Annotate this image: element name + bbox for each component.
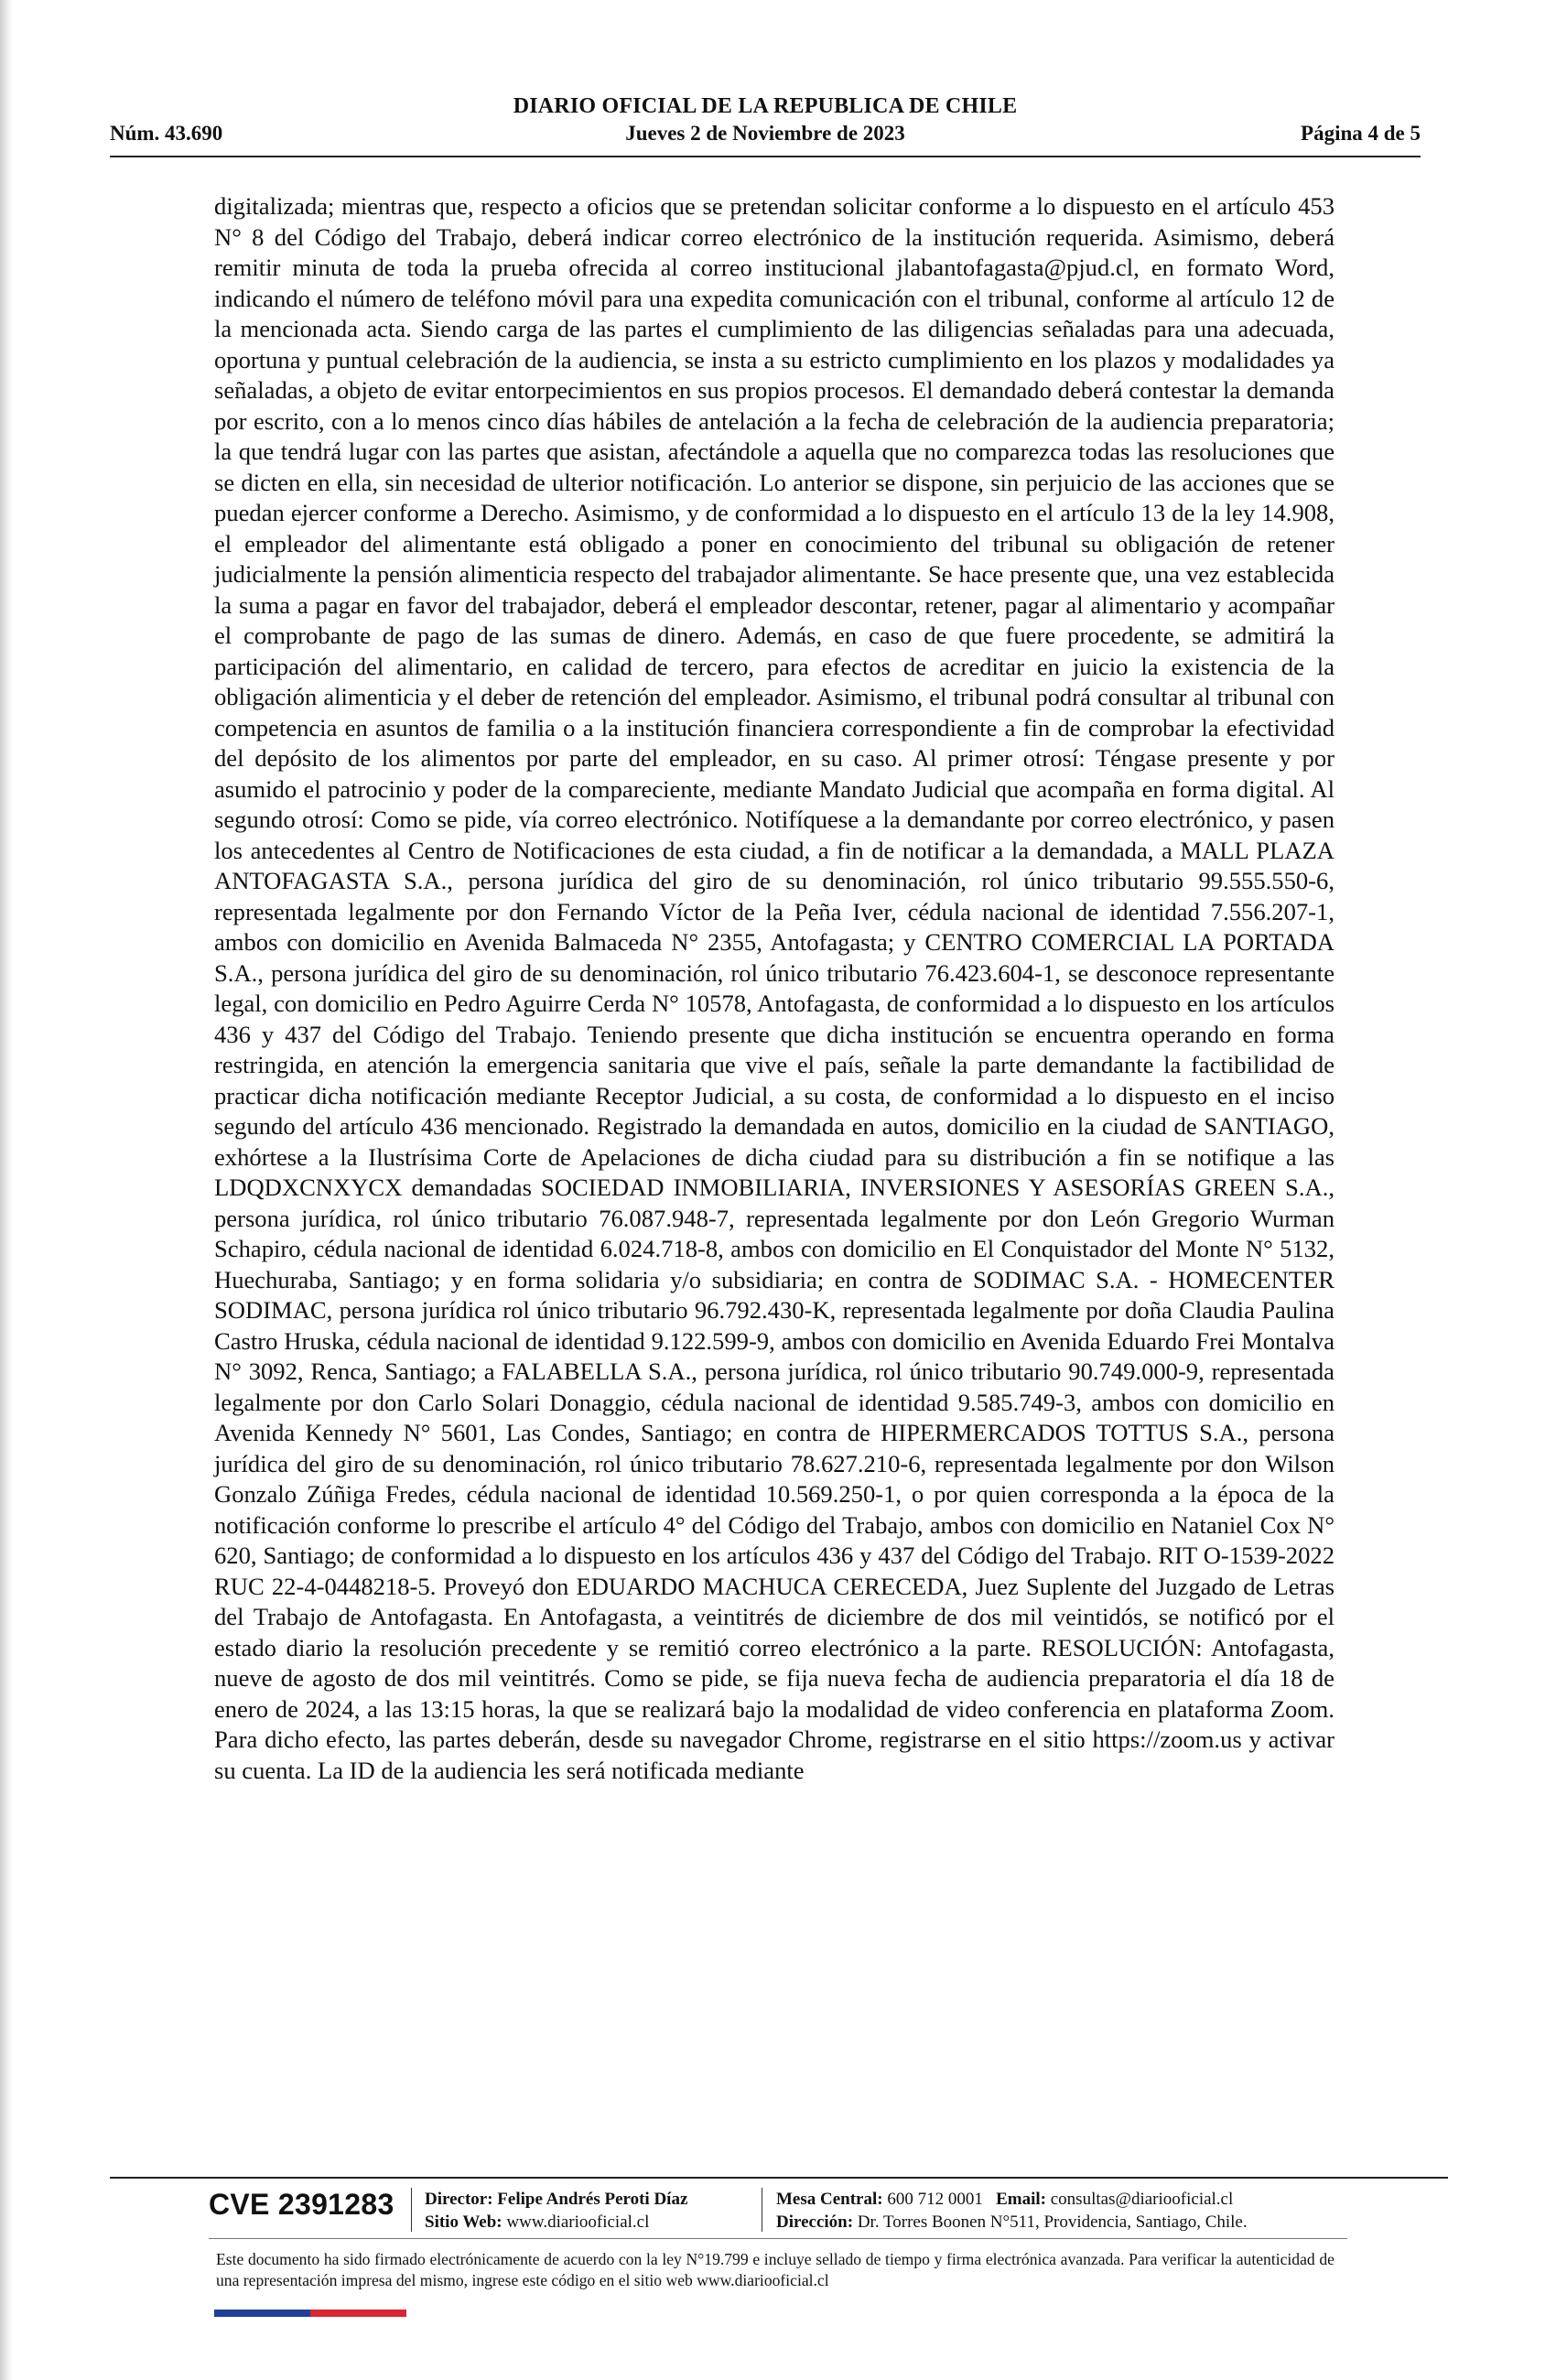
phone-label: Mesa Central: (776, 2190, 883, 2209)
issue-date: Jueves 2 de Noviembre de 2023 (625, 122, 905, 145)
flag-red-segment (310, 2310, 406, 2317)
director-label: Director: (425, 2190, 493, 2209)
phone-number: 600 712 0001 (887, 2190, 983, 2209)
director-name: Felipe Andrés Peroti Díaz (497, 2190, 688, 2209)
website-label: Sitio Web: (425, 2212, 502, 2232)
footer-separator (411, 2188, 412, 2232)
cve-code: CVE 2391283 (209, 2188, 394, 2221)
address-label: Dirección: (776, 2212, 854, 2232)
body-text (214, 191, 1334, 1786)
email-label: Email: (996, 2190, 1046, 2209)
signature-note: Este documento ha sido firmado electrónicamente de acuerdo con la ley N°19.799 e incluye sellado de tiempo y firma electrónica avanzada. Para verificar la autenticidad de una representación impresa del mismo, ingrese este código en el sitio web www.diariooficial.cl (216, 2250, 1334, 2289)
footer-contact-info (776, 2188, 1248, 2234)
footer-divider (110, 2177, 1448, 2179)
email-link[interactable]: consultas@diariooficial.cl (1050, 2190, 1234, 2209)
footer-publisher-info (425, 2188, 687, 2234)
website-link[interactable]: www.diariooficial.cl (506, 2212, 650, 2232)
page-header (110, 94, 1421, 149)
scan-edge-shadow (0, 0, 13, 2380)
newspaper-title: DIARIO OFICIAL DE LA REPUBLICA DE CHILE (513, 94, 1018, 118)
body-paragraph: digitalizada; mientras que, respecto a oficios que se pretendan solicitar conforme a lo dispuesto en el artículo 453 N° 8 del Código del Trabajo, deberá indicar correo electrónico de la institución requerida. Asimismo, deberá remitir minuta de toda la prueba ofrecida al correo institucional jlabantofagasta@pjud.cl, en formato Word, indicando el número de teléfono móvil para una expedita comunicación con el tribunal, conforme al artículo 12 de la mencionada acta. Siendo carga de las partes el cumplimiento de las diligencias señaladas para una adecuada, oportuna y puntual celebración de la audiencia, se insta a su estricto cumplimiento en los plazos y modalidades ya señaladas, a objeto de evitar entorpecimientos en sus propios procesos. El demandado deberá contestar la demanda por escrito, con a lo menos cinco días hábiles de antelación a la fecha de celebración de la audiencia preparatoria; la que tendrá lugar con las partes que asistan, afectándole a aquella que no comparezca todas las resoluciones que se dicten en ella, sin necesidad de ulterior notificación. Lo anterior se dispone, sin perjuicio de las acciones que se puedan ejercer conforme a Derecho. Asimismo, y de conformidad a lo dispuesto en el artículo 13 de la ley 14.908, el empleador del alimentante está obligado a poner en conocimiento del tribunal su obligación de retener judicialmente la pensión alimenticia respecto del trabajador alimentante. Se hace presente que, una vez establecida la suma a pagar en favor del trabajador, deberá el empleador descontar, retener, pagar al alimentario y acompañar el comprobante de pago de las sumas de dinero. Además, en caso de que fuere procedente, se admitirá la participación del alimentario, en calidad de tercero, para efectos de acreditar en juicio la existencia de la obligación alimenticia y el deber de retención del empleador. Asimismo, el tribunal podrá consultar al tribunal con competencia en asuntos de familia o a la institución financiera correspondiente a fin de comprobar la efectividad del depósito de los alimentos por parte del empleador, en su caso. Al primer otrosí: Téngase presente y por asumido el patrocinio y poder de la compareciente, mediante Mandato Judicial que acompaña en forma digital. Al segundo otrosí: Como se pide, vía correo electrónico. Notifíquese a la demandante por correo electrónico, y pasen los antecedentes al Centro de Notificaciones de esta ciudad, a fin de notificar a la demandada, a MALL PLAZA ANTOFAGASTA S.A., persona jurídica del giro de su denominación, rol único tributario 99.555.550-6, representada legalmente por don Fernando Víctor de la Peña Iver, cédula nacional de identidad 7.556.207-1, ambos con domicilio en Avenida Balmaceda N° 2355, Antofagasta; y CENTRO COMERCIAL LA PORTADA S.A., persona jurídica del giro de su denominación, rol único tributario 76.423.604-1, se desconoce representante legal, con domicilio en Pedro Aguirre Cerda N° 10578, Antofagasta, de conformidad a lo dispuesto en los artículos 436 y 437 del Código del Trabajo. Teniendo presente que dicha institución se encuentra operando en forma restringida, en atención la emergencia sanitaria que vive el país, señale la parte demandante la factibilidad de practicar dicha notificación mediante Receptor Judicial, a su costa, de conformidad a lo dispuesto en el inciso segundo del artículo 436 mencionado. Registrado la demandada en autos, domicilio en la ciudad de SANTIAGO, exhórtese a la Ilustrísima Corte de Apelaciones de dicha ciudad para su distribución a fin se notifique a las LDQDXCNXYCX demandadas SOCIEDAD INMOBILIARIA, INVERSIONES Y ASESORÍAS GREEN S.A., persona jurídica, rol único tributario 76.087.948-7, representada legalmente por don León Gregorio Wurman Schapiro, cédula nacional de identidad 6.024.718-8, ambos con domicilio en El Conquistador del Monte N° 5132, Huechuraba, Santiago; y en forma solidaria y/o subsidiaria; en contra de SODIMAC S.A. - HOMECENTER SODIMAC, persona jurídica rol único tributario 96.792.430-K, representada legalmente por doña Claudia Paulina Castro Hruska, cédula nacional de identidad 9.122.599-9, ambos con domicilio en Avenida Eduardo Frei Montalva N° 3092, Renca, Santiago; a FALABELLA S.A., persona jurídica, rol único tributario 90.749.000-9, representada legalmente por don Carlo Solari Donaggio, cédula nacional de identidad 9.585.749-3, ambos con domicilio en Avenida Kennedy N° 5601, Las Condes, Santiago; en contra de HIPERMERCADOS TOTTUS S.A., persona jurídica del giro de su denominación, rol único tributario 78.627.210-6, representada legalmente por don Wilson Gonzalo Zúñiga Fredes, cédula nacional de identidad 10.569.250-1, o por quien corresponda a la época de la notificación conforme lo prescribe el artículo 4° del Código del Trabajo, ambos con domicilio en Nataniel Cox N° 620, Santiago; de conformidad a lo dispuesto en los artículos 436 y 437 del Código del Trabajo. RIT O-1539-2022 RUC 22-4-0448218-5. Proveyó don EDUARDO MACHUCA CERECEDA, Juez Suplente del Juzgado de Letras del Trabajo de Antofagasta. En Antofagasta, a veintitrés de diciembre de dos mil veintidós, se notificó por el estado diario la resolución precedente y se remitió correo electrónico a la parte. RESOLUCIÓN: Antofagasta, nueve de agosto de dos mil veintitrés. Como se pide, se fija nueva fecha de audiencia preparatoria el día 18 de enero de 2024, a las 13:15 horas, la que se realizará bajo la modalidad de video conferencia en plataforma Zoom. Para dicho efecto, las partes deberán, desde su navegador Chrome, registrarse en el sitio https://zoom.us y activar su cuenta. La ID de la audiencia les será notificada mediante (214, 192, 1334, 1784)
flag-blue-segment (214, 2310, 310, 2317)
header-divider (110, 156, 1421, 157)
issue-number: Núm. 43.690 (110, 122, 223, 145)
chile-flag-stripe (214, 2310, 406, 2317)
page-indicator: Página 4 de 5 (1301, 122, 1421, 145)
address-text: Dr. Torres Boonen N°511, Providencia, Santiago, Chile. (857, 2212, 1248, 2232)
footer-inner-divider (209, 2238, 1347, 2239)
